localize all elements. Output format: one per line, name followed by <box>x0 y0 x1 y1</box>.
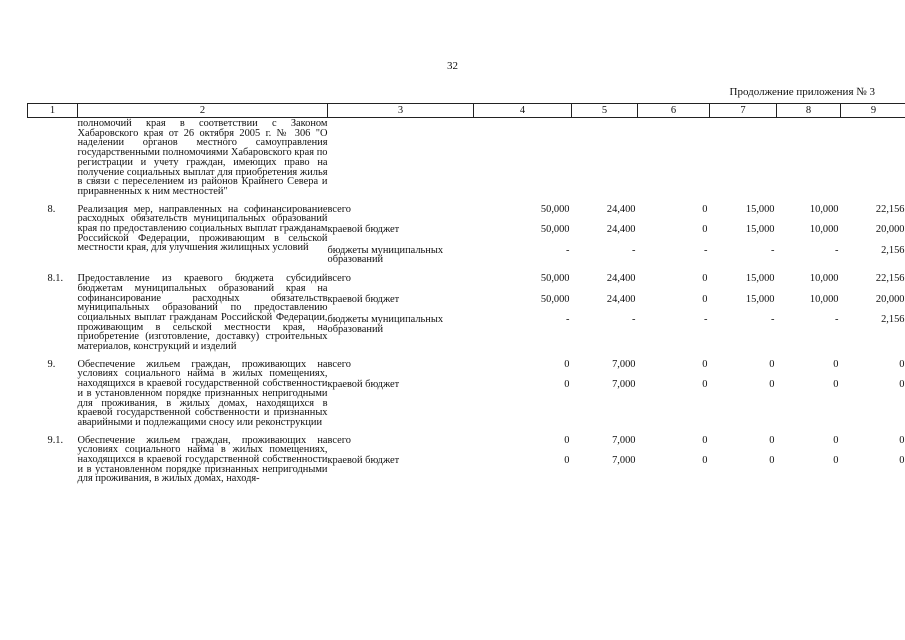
value-figure: 15,000 <box>745 224 775 236</box>
funding-source-cell <box>328 274 474 352</box>
value-cell <box>572 205 638 267</box>
value-figure: 0 <box>769 379 775 391</box>
value-figure: 15,000 <box>745 273 775 285</box>
value-figure: 7,000 <box>612 455 636 467</box>
value-figure: 0 <box>702 224 708 236</box>
value-figure: 10,000 <box>809 293 839 305</box>
page-number: 32 <box>447 60 458 72</box>
value-figure: 0 <box>833 379 839 391</box>
value-cell <box>841 118 905 197</box>
funding-source-cell <box>328 118 474 197</box>
column-header: 3 <box>328 104 474 118</box>
value-cell <box>474 360 572 428</box>
value-figure: 7,000 <box>612 434 636 446</box>
value-figure: 50,000 <box>540 273 570 285</box>
table-row <box>28 360 905 428</box>
funding-source-label: краевой бюджет <box>327 293 400 305</box>
budget-table <box>27 103 905 492</box>
value-figure: 15,000 <box>745 293 775 305</box>
value-figure: 20,000 <box>875 293 905 305</box>
value-figure: 0 <box>899 455 905 467</box>
value-figure: - <box>566 244 570 256</box>
value-figure: 0 <box>564 358 570 370</box>
column-header: 8 <box>777 104 841 118</box>
value-cell <box>710 436 777 485</box>
table-row <box>28 436 905 485</box>
value-figure: 22,156 <box>875 273 905 285</box>
value-cell <box>638 274 710 352</box>
value-cell <box>710 274 777 352</box>
value-figure: - <box>704 244 708 256</box>
value-figure: 24,400 <box>606 293 636 305</box>
value-figure: - <box>566 314 570 326</box>
value-figure: 0 <box>833 434 839 446</box>
value-cell <box>638 360 710 428</box>
value-figure: 7,000 <box>612 379 636 391</box>
continuation-caption: Продолжение приложения № 3 <box>729 86 875 98</box>
row-description: полномочий края в соответствии с Законом Хабаровского края от 26 октября 2005 г. № 306 "О наделении органов местного самоуправления государственными полномочиями Хабаровского края по регистрации и учету граждан, имеющих право на получение социальных выплат для приобретения жилья в связи с переселением из районов Крайнего Севера и приравненных к ним местностей" <box>77 118 328 197</box>
column-header: 9 <box>841 104 905 118</box>
value-cell <box>841 205 905 267</box>
value-figure: - <box>835 314 839 326</box>
value-figure: 2,156 <box>881 244 905 256</box>
value-figure: 50,000 <box>540 224 570 236</box>
value-cell <box>572 436 638 485</box>
row-description: Обеспечение жильем граждан, проживающих на условиях социального найма в жилых помещениях, находящихся в краевой государственной собственности и в установленном порядке признанных непригодными для проживания, в жилых домах, находящихся в краевой государственной собственности и признанных аварийными и подлежащими сносу или реконструкции <box>77 358 328 428</box>
column-header: 1 <box>28 104 78 118</box>
table-row <box>28 274 905 352</box>
value-figure: 0 <box>899 358 905 370</box>
value-cell <box>777 360 841 428</box>
table-row <box>28 205 905 267</box>
value-figure: 0 <box>702 379 708 391</box>
value-figure: 50,000 <box>540 293 570 305</box>
value-cell <box>777 274 841 352</box>
value-cell <box>474 118 572 197</box>
funding-source-label: краевой бюджет <box>327 224 400 236</box>
value-cell <box>638 118 710 197</box>
column-header: 5 <box>572 104 638 118</box>
value-cell <box>474 436 572 485</box>
value-cell <box>841 360 905 428</box>
value-figure: 22,156 <box>875 203 905 215</box>
value-figure: 10,000 <box>809 273 839 285</box>
value-figure: 0 <box>564 434 570 446</box>
row-description: Реализация мер, направленных на софинансирование расходных обязательств муниципальных образований края по предоставлению социальных выплат гражданам Российской Федерации, проживающим в сельской местности края, для улучшения жилищных условий <box>77 203 328 254</box>
value-figure: - <box>632 314 636 326</box>
value-figure: 24,400 <box>606 203 636 215</box>
value-cell <box>474 274 572 352</box>
funding-source-label: всего <box>327 203 351 215</box>
row-number-cell: 8.1. <box>47 273 64 285</box>
value-cell <box>572 360 638 428</box>
value-figure: 0 <box>564 379 570 391</box>
value-figure: 0 <box>564 455 570 467</box>
value-cell <box>841 274 905 352</box>
value-cell <box>777 205 841 267</box>
funding-source-label: краевой бюджет <box>327 455 400 467</box>
row-description: Предоставление из краевого бюджета субсидий бюджетам муниципальных образований края на софинансирование расходных обязательств муниципальных образований по предоставлению социальных выплат гражданам Российской Федерации, проживающим в сельской местности края, на приобретение (изготовление, доставку) строительных материалов, конструкций и изделий <box>77 273 328 353</box>
value-cell <box>710 205 777 267</box>
row-number-cell: 9. <box>47 358 56 370</box>
value-figure: 0 <box>702 434 708 446</box>
value-figure: 7,000 <box>612 358 636 370</box>
value-figure: 0 <box>899 379 905 391</box>
value-figure: 10,000 <box>809 203 839 215</box>
column-header: 7 <box>710 104 777 118</box>
value-figure: 0 <box>702 273 708 285</box>
value-figure: 0 <box>833 455 839 467</box>
funding-source-cell <box>328 436 474 485</box>
row-number-cell <box>28 118 78 197</box>
value-figure: - <box>771 314 775 326</box>
value-figure: - <box>632 244 636 256</box>
value-figure: 0 <box>769 358 775 370</box>
funding-source-label: всего <box>327 434 351 446</box>
value-cell <box>710 118 777 197</box>
value-cell <box>474 205 572 267</box>
value-cell <box>841 436 905 485</box>
value-figure: 50,000 <box>540 203 570 215</box>
row-number-cell: 9.1. <box>47 434 64 446</box>
value-figure: 0 <box>702 203 708 215</box>
value-cell <box>710 360 777 428</box>
value-figure: 0 <box>769 455 775 467</box>
value-figure: 2,156 <box>881 314 905 326</box>
value-figure: 0 <box>899 434 905 446</box>
column-header: 4 <box>474 104 572 118</box>
value-cell <box>638 436 710 485</box>
table-row <box>28 118 905 197</box>
column-header: 2 <box>78 104 328 118</box>
funding-source-label: бюджеты муниципальных образований <box>327 244 444 266</box>
row-number-cell: 8. <box>47 203 56 215</box>
row-description: Обеспечение жильем граждан, проживающих на условиях социального найма в жилых помещениях, находящихся в краевой государственной собственности и в установленном порядке признанных непригодными для проживания, в жилых домах, находя- <box>77 434 328 485</box>
value-figure: 24,400 <box>606 224 636 236</box>
value-figure: 20,000 <box>875 224 905 236</box>
funding-source-cell <box>328 205 474 267</box>
funding-source-label: краевой бюджет <box>327 379 400 391</box>
value-cell <box>777 436 841 485</box>
value-figure: 0 <box>702 455 708 467</box>
value-figure: - <box>704 314 708 326</box>
value-figure: - <box>771 244 775 256</box>
column-header: 6 <box>638 104 710 118</box>
value-cell <box>572 118 638 197</box>
funding-source-label: бюджеты муниципальных образований <box>327 314 444 335</box>
value-cell <box>638 205 710 267</box>
funding-source-label: всего <box>327 358 351 370</box>
funding-source-label: всего <box>327 273 351 285</box>
value-figure: 10,000 <box>809 224 839 236</box>
value-figure: 0 <box>769 434 775 446</box>
value-figure: - <box>835 244 839 256</box>
value-cell <box>572 274 638 352</box>
value-figure: 0 <box>833 358 839 370</box>
value-cell <box>777 118 841 197</box>
funding-source-cell <box>328 360 474 428</box>
value-figure: 0 <box>702 358 708 370</box>
row-gap <box>28 484 905 492</box>
value-figure: 24,400 <box>606 273 636 285</box>
header-row <box>28 104 905 118</box>
value-figure: 0 <box>702 293 708 305</box>
value-figure: 15,000 <box>745 203 775 215</box>
